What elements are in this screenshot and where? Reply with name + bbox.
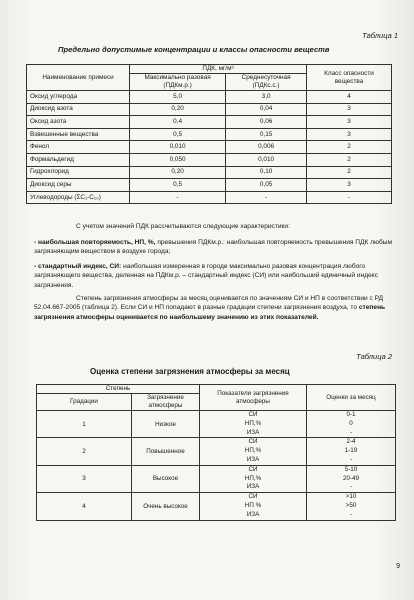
- table-row: [27, 141, 392, 154]
- assessment-rule: степень загрязнения атмосферы оценивается по наибольшему значению из этих показателей.: [34, 304, 386, 321]
- max-single-value: 0,010: [130, 141, 226, 154]
- table2-header-degree: Степень: [37, 385, 200, 394]
- substance-name: Оксид углерода: [27, 91, 130, 104]
- indicator-np: НП %: [244, 501, 262, 509]
- table2: [36, 384, 396, 521]
- table2-header-row: [37, 385, 396, 394]
- gradation-value: 4: [37, 493, 132, 520]
- table1-header-daily-avg: Среднесуточная (ПДКс.с.): [226, 74, 307, 91]
- hazard-class-value: 2: [307, 166, 392, 179]
- table2-header-pollution: Загрязнение атмосферы: [132, 394, 200, 411]
- hazard-class-value: 2: [307, 153, 392, 166]
- table-row: [27, 153, 392, 166]
- daily-avg-value: 0,04: [226, 103, 307, 116]
- assessment-text: Степень загрязнения атмосферы за месяц оценивается по значениям СИ и НП в соответствии с РД 52.04.667-2005 (таблица 2). Если СИ и НП попадают в разные градации степени загрязнения воздуха, то: [34, 295, 384, 312]
- estimate-np: >50: [345, 501, 357, 509]
- indicators-cell: [200, 438, 307, 465]
- np-term: - наибольшая повторяемость, НП, %,: [34, 239, 156, 246]
- pollution-level: Очень высокое: [132, 493, 200, 520]
- table-row: [27, 128, 392, 141]
- daily-avg-value: 0,06: [226, 116, 307, 129]
- table2-caption: Таблица 2: [356, 352, 392, 361]
- hazard-class-value: 4: [307, 91, 392, 104]
- paragraph-si: [34, 262, 400, 290]
- max-single-value: 0,20: [130, 103, 226, 116]
- estimate-iza: -: [349, 483, 353, 491]
- daily-avg-value: 0,010: [226, 153, 307, 166]
- table1-header-row: [27, 65, 392, 74]
- substance-name: Гидрохлорид: [27, 166, 130, 179]
- max-single-value: -: [130, 191, 226, 204]
- table-row: [27, 91, 392, 104]
- hazard-class-value: 2: [307, 141, 392, 154]
- gradation-value: 3: [37, 465, 132, 492]
- substance-name: Взвешенные вещества: [27, 128, 130, 141]
- table-row: [27, 166, 392, 179]
- indicators-cell: [200, 465, 307, 492]
- substance-name: Диоксид серы: [27, 179, 130, 192]
- estimate-si: 5-10: [344, 465, 358, 473]
- table1-header-pdk: ПДК, мг/м³: [130, 65, 307, 74]
- pollution-level: Высокое: [132, 465, 200, 492]
- hazard-class-value: 3: [307, 116, 392, 129]
- table1-header-max-single: Максимально разовая (ПДКм.р.): [130, 74, 226, 91]
- daily-avg-value: 0,05: [226, 179, 307, 192]
- estimate-iza: -: [349, 428, 353, 436]
- table1-caption: Таблица 1: [362, 31, 398, 40]
- max-single-value: 5,0: [130, 91, 226, 104]
- max-single-value: 0,050: [130, 153, 226, 166]
- estimate-iza: -: [349, 510, 353, 518]
- substance-name: Оксид азота: [27, 116, 130, 129]
- hazard-class-value: -: [307, 191, 392, 204]
- indicator-np: НП,%: [244, 447, 262, 455]
- table-row: [37, 465, 396, 492]
- table1: [26, 64, 392, 204]
- estimates-cell: [307, 493, 396, 520]
- max-single-value: 0,5: [130, 128, 226, 141]
- indicator-iza: ИЗА: [246, 455, 260, 463]
- indicator-si: СИ: [248, 493, 258, 501]
- hazard-class-value: 3: [307, 179, 392, 192]
- estimate-iza: -: [349, 455, 353, 463]
- indicators-cell: [200, 411, 307, 438]
- table-row: [37, 438, 396, 465]
- daily-avg-value: 0,006: [226, 141, 307, 154]
- estimate-np: 0: [349, 419, 353, 427]
- indicator-si: СИ: [248, 465, 258, 473]
- si-term: - стандартный индекс, СИ:: [34, 263, 122, 270]
- si-definition: наибольшая измеренная в городе максимально разовая концентрация любого загрязняющего вещества, деленная на ПДКм.р. – стандартный индекс (СИ) или наибольший единичный индекс загрязнения.: [34, 263, 379, 289]
- table-row: [27, 191, 392, 204]
- paragraph-np: [34, 238, 400, 257]
- gradation-value: 1: [37, 411, 132, 438]
- indicator-np: НП,%: [244, 474, 262, 482]
- table2-header-gradation: Градации: [37, 394, 132, 411]
- indicator-iza: ИЗА: [246, 428, 260, 436]
- indicator-iza: ИЗА: [246, 483, 260, 491]
- table2-title: Оценка степени загрязнения атмосферы за месяц: [90, 367, 290, 376]
- daily-avg-value: -: [226, 191, 307, 204]
- max-single-value: 0,5: [130, 179, 226, 192]
- substance-name: Углеводороды (ΣC₁-C₁₀): [27, 191, 130, 204]
- estimate-si: >10: [345, 493, 357, 501]
- indicator-si: СИ: [248, 438, 258, 446]
- estimates-cell: [307, 438, 396, 465]
- np-definition: превышения ПДКм.р.: наибольшая повторяемость превышения ПДК любым загрязняющим веществом в воздухе города;: [34, 239, 393, 256]
- table1-header-hazard-class: Класс опасности вещества: [307, 65, 392, 91]
- hazard-class-value: 3: [307, 103, 392, 116]
- table1-title: Предельно допустимые концентрации и классы опасности веществ: [58, 45, 330, 54]
- max-single-value: 0,20: [130, 166, 226, 179]
- table2-header-estimates: Оценки за месяц: [307, 385, 396, 411]
- estimate-si: 0-1: [346, 411, 356, 418]
- estimates-cell: [307, 411, 396, 438]
- indicator-np: НП,%: [244, 419, 262, 427]
- hazard-class-value: 3: [307, 128, 392, 141]
- table2-header-indicators: Показатели загрязнения атмосферы: [200, 385, 307, 411]
- table-row: [27, 116, 392, 129]
- daily-avg-value: 0,15: [226, 128, 307, 141]
- page-number: 9: [396, 563, 400, 570]
- estimate-np: 20-49: [342, 474, 360, 482]
- substance-name: Фенол: [27, 141, 130, 154]
- daily-avg-value: 0,10: [226, 166, 307, 179]
- table1-header-substance: Наименование примеси: [27, 65, 130, 91]
- table-row: [27, 103, 392, 116]
- estimate-si: 2-4: [346, 438, 356, 446]
- table-row: [27, 179, 392, 192]
- table-row: [37, 493, 396, 520]
- paragraph-intro: С учетом значений ПДК рассчитываются следующие характеристики:: [76, 223, 290, 230]
- pollution-level: Низкое: [132, 411, 200, 438]
- daily-avg-value: 3,0: [226, 91, 307, 104]
- pollution-level: Повышенное: [132, 438, 200, 465]
- indicator-si: СИ: [248, 411, 258, 418]
- indicators-cell: [200, 493, 307, 520]
- substance-name: Диоксид азота: [27, 103, 130, 116]
- max-single-value: 0,4: [130, 116, 226, 129]
- estimates-cell: [307, 465, 396, 492]
- table-row: [37, 411, 396, 438]
- substance-name: Формальдегид: [27, 153, 130, 166]
- indicator-iza: ИЗА: [246, 510, 260, 518]
- estimate-np: 1-19: [344, 447, 358, 455]
- gradation-value: 2: [37, 438, 132, 465]
- paragraph-assessment: [34, 294, 400, 322]
